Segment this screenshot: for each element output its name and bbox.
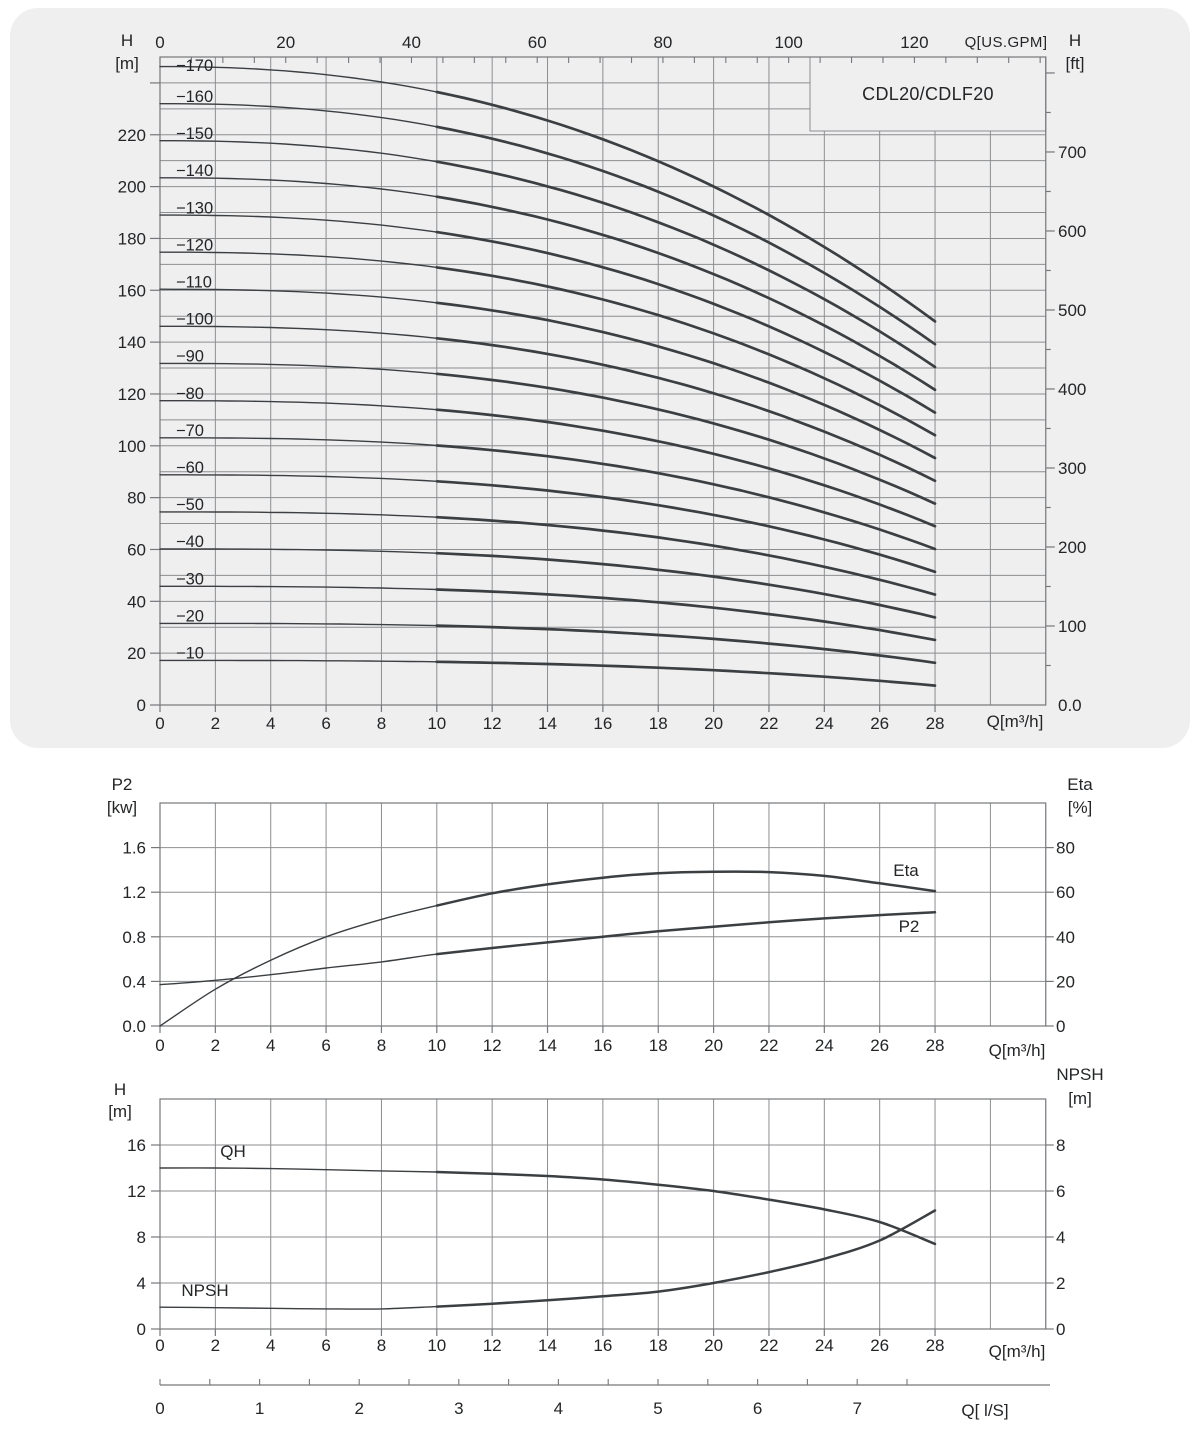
ls-axis-label: Q[ l/S] [961,1401,1009,1420]
stage-curve-name-−110: −110 [176,273,212,292]
head-x-tick-label: 26 [870,714,890,733]
power-x-tick-label: 8 [376,1036,387,1055]
ls-tick-label: 6 [752,1399,763,1418]
curve-thick-qh [437,1172,935,1244]
power-x-tick-label: 0 [155,1036,165,1055]
npsh-x-tick-label: 18 [648,1336,668,1355]
power-x-tick-label: 4 [265,1036,276,1055]
npsh-y-tick-label: 0 [136,1320,146,1339]
npsh-x-tick-label: 20 [704,1336,724,1355]
power-y-axis-name: P2 [111,775,133,794]
head-ft-tick-label: 0.0 [1058,696,1082,715]
power-y-tick-label: 0.4 [122,972,146,992]
power-x-tick-label: 12 [482,1036,502,1055]
npsh-x-tick-label: 2 [210,1336,221,1355]
head-ft-tick-label: 500 [1058,300,1087,320]
power-x-tick-label: 20 [704,1036,724,1055]
npsh-y2-axis-name: NPSH [1056,1065,1104,1084]
power-x-tick-label: 18 [648,1036,668,1055]
npsh-y-tick-label: 4 [136,1274,146,1293]
power-x-tick-label: 16 [593,1036,613,1055]
npsh-y2-tick-label: 4 [1056,1228,1066,1247]
stage-curve-name-−10: −10 [176,644,204,663]
power-y-axis-unit: [kw] [106,798,138,817]
npsh-x-tick-label: 6 [321,1336,331,1355]
curve-thick-npsh [437,1211,935,1307]
npsh-curve-label: NPSH [181,1281,229,1300]
head-x-tick-label: 12 [482,714,502,733]
head-x-tick-label: 14 [538,714,557,733]
head-ft-tick-label: 700 [1058,142,1087,162]
head-y-tick-label: 160 [117,281,146,301]
stage-curve-thick-−20 [437,626,935,663]
head-y-tick-label: 20 [127,644,146,664]
head-y-axis-name: H [120,31,134,50]
head-gpm-tick-label: 40 [402,33,421,52]
stage-curve-thick-−100 [437,338,935,481]
power-x-tick-label: 10 [427,1036,447,1055]
head-ft-tick-label: 300 [1058,458,1087,478]
stage-curve-name-−30: −30 [176,570,204,589]
curve-thick-eta [437,872,935,906]
head-x-tick-label: 16 [593,714,613,733]
stage-curve-name-−80: −80 [176,384,204,403]
npsh-x-tick-label: 0 [155,1336,165,1355]
head-x2-axis-label: Q[US.GPM] [964,34,1048,51]
head-y2-axis-unit: [ft] [1065,54,1085,73]
power-y2-tick-label: 0 [1056,1017,1066,1036]
stage-curve-thick-−40 [437,553,935,617]
head-y-tick-label: 200 [117,177,146,197]
npsh-y-axis-unit: [m] [108,1102,132,1121]
npsh-y-tick-label: 12 [127,1182,146,1201]
npsh-x-tick-label: 8 [376,1336,387,1355]
stage-curve-name-−70: −70 [176,421,204,440]
npsh-x-tick-label: 12 [482,1336,502,1355]
npsh-y-tick-label: 8 [136,1228,146,1247]
npsh-y-tick-label: 16 [127,1136,146,1155]
head-ft-tick-label: 200 [1058,537,1087,557]
head-y-tick-label: 180 [117,229,146,249]
head-y-tick-label: 120 [117,384,146,404]
head-x-tick-label: 10 [427,714,447,733]
head-gpm-tick-label: 100 [774,33,803,52]
power-x-axis-label: Q[m³/h] [988,1041,1046,1060]
power-y2-tick-label: 20 [1056,972,1075,992]
qh-curve-label: QH [220,1142,246,1161]
ls-tick-label: 7 [852,1399,862,1418]
power-y2-axis-unit: [%] [1067,798,1093,817]
stage-curve-name-−140: −140 [176,162,214,181]
head-gpm-tick-label: 80 [653,33,673,52]
head-x-tick-label: 6 [321,714,331,733]
head-ft-tick-label: 100 [1058,616,1087,636]
power-y2-axis-name: Eta [1067,775,1093,794]
npsh-x-tick-label: 16 [593,1336,613,1355]
stage-curve-thick-−90 [437,374,935,504]
stage-curve-name-−160: −160 [176,87,214,106]
ls-tick-label: 4 [553,1399,564,1418]
power-x-tick-label: 6 [321,1036,331,1055]
stage-curve-name-−60: −60 [176,459,204,478]
npsh-y2-tick-label: 6 [1056,1182,1066,1201]
power-x-tick-label: 28 [925,1036,945,1055]
head-x-tick-label: 24 [814,714,834,733]
eta-curve-label: Eta [893,861,919,880]
head-y-axis-unit: [m] [115,54,139,73]
power-x-tick-label: 26 [870,1036,890,1055]
npsh-y2-axis-unit: [m] [1068,1089,1092,1108]
head-y-tick-label: 100 [117,436,146,456]
head-y-tick-label: 60 [127,540,146,560]
head-x-tick-label: 2 [210,714,221,733]
head-y-tick-label: 140 [117,333,146,353]
npsh-x-tick-label: 14 [538,1336,557,1355]
head-x-tick-label: 4 [265,714,276,733]
p2-curve-label: P2 [898,917,920,936]
head-x-tick-label: 28 [925,714,945,733]
stage-curve-name-−150: −150 [176,124,214,143]
curve-thick-p2 [437,912,935,954]
stage-curve-thick-−10 [437,662,935,686]
stage-curve-name-−130: −130 [176,199,214,218]
stage-curve-thick-−160 [437,127,935,344]
power-y-tick-label: 1.6 [122,838,146,858]
head-ft-tick-label: 600 [1058,221,1087,241]
npsh-x-axis-label: Q[m³/h] [988,1342,1046,1361]
head-x-tick-label: 20 [704,714,724,733]
power-x-tick-label: 2 [210,1036,221,1055]
head-x-axis-label: Q[m³/h] [986,712,1044,731]
power-x-tick-label: 22 [759,1036,779,1055]
ls-tick-label: 0 [155,1399,165,1418]
head-x-tick-label: 22 [759,714,779,733]
head-x-tick-label: 8 [376,714,387,733]
npsh-y2-tick-label: 2 [1056,1274,1066,1293]
npsh-x-tick-label: 10 [427,1336,447,1355]
stage-curve-thick-−30 [437,590,935,640]
stage-curve-name-−90: −90 [176,347,204,366]
stage-curve-name-−50: −50 [176,496,204,515]
ls-tick-label: 5 [653,1399,663,1418]
stage-curve-name-−100: −100 [176,310,214,329]
head-gpm-tick-label: 20 [276,33,296,52]
ls-tick-label: 2 [354,1399,364,1418]
npsh-x-tick-label: 24 [814,1336,834,1355]
power-y-tick-label: 1.2 [122,883,146,903]
head-y-tick-label: 220 [117,125,146,145]
head-gpm-tick-label: 120 [900,33,929,52]
head-x-tick-label: 0 [155,714,165,733]
head-y-tick-label: 40 [127,592,146,612]
head-gpm-tick-label: 0 [155,33,165,52]
power-y2-tick-label: 40 [1056,927,1075,947]
power-y2-tick-label: 80 [1056,838,1075,858]
stage-curve-name-−120: −120 [176,236,214,255]
head-x-tick-label: 18 [648,714,668,733]
npsh-x-tick-label: 26 [870,1336,890,1355]
head-y2-axis-name: H [1068,31,1082,50]
stage-curve-name-−40: −40 [176,533,204,552]
power-y2-tick-label: 60 [1056,883,1075,903]
npsh-y-axis-name: H [113,1080,127,1099]
head-y-tick-label: 80 [127,488,146,508]
stage-curve-name-−170: −170 [176,57,214,75]
power-x-tick-label: 24 [814,1036,834,1055]
ls-tick-label: 1 [254,1399,265,1418]
stage-curve-thick-−110 [437,303,935,458]
power-y-tick-label: 0.8 [122,927,146,947]
model-label: CDL20/CDLF20 [862,83,994,104]
npsh-y2-tick-label: 0 [1056,1320,1066,1339]
npsh-y2-tick-label: 8 [1056,1136,1066,1155]
power-y-tick-label: 0.0 [122,1017,146,1036]
npsh-x-tick-label: 4 [265,1336,276,1355]
npsh-x-tick-label: 28 [925,1336,945,1355]
stage-curve-name-−20: −20 [176,607,204,626]
head-gpm-tick-label: 60 [527,33,547,52]
head-ft-tick-label: 400 [1058,379,1087,399]
ls-tick-label: 3 [454,1399,464,1418]
power-x-tick-label: 14 [538,1036,557,1055]
head-y-tick-label: 0 [136,696,146,715]
npsh-x-tick-label: 22 [759,1336,779,1355]
